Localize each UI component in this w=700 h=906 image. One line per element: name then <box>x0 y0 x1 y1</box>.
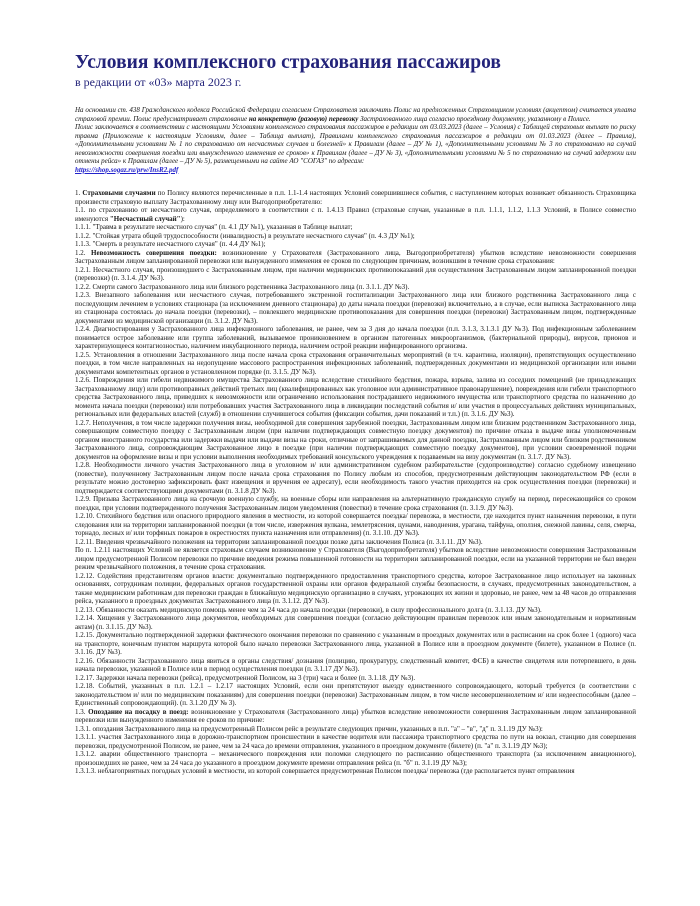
bold-text-run: Страховыми случаями <box>82 189 156 197</box>
text-run: 1.2.10. Стихийного бедствия или опасного природного явления в местности, из которой совершается поездка/ перевозка, в местности, где находится пункт назначения перевозки, в пути следования или на территории запланированной поездки (в том числе, извержения вулкана, землетрясения, цунами, наводнения, урагана, тайфуна, оползня, снежной лавины, селя, смерча, торнадо, лесных и/ или торфяных пожаров в окрестностях пункта назначения или отправления) (п. 3.1.10. ДУ №3). <box>75 512 636 537</box>
paragraph <box>75 614 636 631</box>
text-run: На основании ст. 438 Гражданского кодекса Российской Федерации согласием Страхователя заключить Полис на предложенных Страховщиком условиях (акцептом) считается уплата страховой премии. Полис предусматривает страхование <box>75 106 636 123</box>
text-run: 1.2.8. Необходимости личного участия Застрахованного лица в уголовном и/ или административном судебном разбирательстве (судопроизводстве) согласно судебному извещению (повестке), полученному Застрахованным лицом после начала срока страхования по Полису любым из способов, предусмотренным действующим законодательством РФ (если в результате можно достоверно зафиксировать факт извещения и вручения ее адресату), если необходимость такого участия приходится на срок осуществления поездки (перевозки) и подтверждается соответствующими документами (п. 3.1.8 ДУ №3). <box>75 461 636 495</box>
paragraph <box>75 674 636 683</box>
paragraph <box>75 708 636 725</box>
paragraph <box>75 657 636 674</box>
text-run: Застрахованного лица согласно проездному документу, указанному в Полисе. <box>358 114 591 123</box>
text-run: 1.2.3. Внезапного заболевания или несчастного случая, потребовавшего экстренной госпитализации Застрахованного лица или близкого родственника Застрахованного лица с последующим лечением в условиях стационара (за исключением дневного стационара) до даты начала поездки (перевозки) включительно, а в случае, если выписка Застрахованного лица из стационара состоялась до начала поездки (перевозки), – повлекшего медицинские противопоказания для совершения поездки (перевозки) Застрахованным лицом, подтвержденные документами из медицинской организации (п. 3.1.2. ДУ №3). <box>75 291 636 325</box>
paragraph <box>75 266 636 283</box>
paragraph <box>75 572 636 606</box>
paragraph <box>75 106 636 123</box>
text-run: 1.2. <box>75 248 92 257</box>
text-run: возникновение у Страхователя (Застрахованного лица) убытков вследствие невозможности совершения Застрахованным лицом запланированной перевозки или вынужденного изменения ее сроков по причине: <box>75 707 637 724</box>
text-run: 1.3.1.3. неблагоприятных погодных условий в местности, из которой совершается предусмотренная Полисом поездка/ перевозка (где располагается пункт отправления <box>75 767 575 775</box>
text-run: по Полису являются перечисленные в п.п. 1.1-1.4 настоящих Условий совершившиеся события, с наступлением которых возникает обязанность Страховщика произвести страховую выплату Застрахованному лицу или Выгодоприобретателю: <box>75 189 636 206</box>
text-run: 1.2.17. Задержки начала перевозки (рейса), предусмотренной Полисом, на 3 (три) часа и более (п. 3.1.18. ДУ №3). <box>75 673 416 682</box>
text-run: 1.2.5. Установления в отношении Застрахованного лица после начала срока страхования ограничительных мероприятий (в т.ч. карантина, изоляции), препятствующих осуществлению поездки, в том числе направленных на недопущение массового распространения инфекционных заболеваний, подтвержденных документами из медицинской организации или иными документами компетентных органов в установленном порядке (п. 3.1.5. ДУ №3). <box>75 350 636 376</box>
text-run: 1.1.1. "Травма в результате несчастного случая" (п. 4.1 ДУ №1), указанная в Таблице выплат; <box>75 223 353 231</box>
text-run: 1.2.15. Документально подтвержденной задержки фактического окончания перевозки по сравнению с указанным в проездных документах или в расписании на срок более 1 (одного) часа на транспорте, конечным пунктом маршрута которой было начало перевозки Застрахованного лица, указанной в Полисе или в проездном документе (билете), указанном в Полисе (п. 3.1.16. ДУ №3). <box>75 631 636 656</box>
paragraph <box>75 223 636 232</box>
paragraph <box>75 249 636 266</box>
text-run: 1.2.1. Несчастного случая, произошедшего с Застрахованным лицом, при наличии медицинских противопоказаний для осуществления Застрахованным лицом запланированной поездки (перевозки) (п. 3.1.4. ДУ №3). <box>75 265 636 282</box>
paragraph <box>75 606 636 615</box>
paragraph <box>75 123 636 166</box>
text-run: 1.2.14. Хищения у Застрахованного лица документов, необходимых для совершения поездки (согласно действующим правилам перевозок или иным законодательным и нормативным актам) (п. 3.1.15. ДУ №3). <box>75 614 636 631</box>
text-run: 1.1.2. "Стойкая утрата общей трудоспособности (инвалидность) в результате несчастного случая" (п. 4.3 ДУ №1); <box>75 231 415 240</box>
bold-text-run: Опоздание на посадку в поезд: <box>88 707 189 716</box>
paragraph <box>75 232 636 241</box>
conditions-section <box>75 189 636 776</box>
paragraph <box>75 725 636 734</box>
text-run: По п. 1.2.11 настоящих Условий не является страховым случаем возникновение у Страхователя (Выгодоприобретателя) убытков вследствие невозможности совершения Застрахованным лицом предусмотренной Полисом перевозки по причине введения режима повышенной готовности на территории запланированной поездки, если на указанной территории не был введен режим чрезвычайного положения, в течение срока страхования. <box>75 546 636 571</box>
text-run: 1.2.12. Содействия представителям органов власти: документально подтвержденного предоставления транспортного средства, которое Застрахованное лицо использует на законных основаниях, сотрудникам полиции, федеральных органов государственной охраны или органов федеральной службы безопасности, в случаях, предусмотренных законодательством, а также медицинским работникам для перевозки граждан в ближайшую медицинскую организацию в случаях, угрожающих их жизни и здоровью, не ранее, чем за 48 часов до отправления рейса, указанного в проездных документах Застрахованного лица (п. 3.1.12. ДУ №3). <box>75 571 636 605</box>
paragraph <box>75 206 636 223</box>
text-run: 1.2.7. Неполучения, в том числе задержки получения визы, необходимой для совершения зарубежной поездки, Застрахованным лицом или близким родственником Застрахованного лица, совершающим совместную поездку с Застрахованным лицом (при наличии подтверждающих совместную поездку документов) по причине отказа в выдаче визы уполномоченным органом иностранного государства или задержки выдачи или выдачи визы на сроки, отличные от запрашиваемых для данной поездки, Застрахованным лицом или близким родственником Застрахованного лица, сопровождающим Застрахованное лицо в поездке (при наличии подтверждающих совместную поездку документов), при условии своевременной подачи документов на оформление визы и при условии выполнения необходимых требований консульского учреждения к подаваемым на визу документам (п. 3.1.7. ДУ №3). <box>75 418 636 461</box>
paragraph <box>75 495 636 512</box>
text-run: ): <box>180 214 185 223</box>
paragraph <box>75 546 636 572</box>
bold-text-run: Невозможность совершения поездки: <box>91 248 217 257</box>
paragraph <box>75 283 636 292</box>
paragraph <box>75 733 636 750</box>
paragraph <box>75 419 636 462</box>
text-run: 1.1. по страхованию от несчастного случая, определяемого в соответствии с п. 1.4.13 Правил (страховые случаи, указанные в п.п. 1.1.1, 1.1.2, 1.1.3 Условий, в Полисе совместно именуются <box>75 206 636 223</box>
text-run: 1.1.3. "Смерть в результате несчастного случая" (п. 4.4 ДУ №1); <box>75 240 266 248</box>
paragraph <box>75 461 636 495</box>
paragraph <box>75 512 636 538</box>
text-run: 1.2.6. Повреждения или гибели недвижимого имущества Застрахованного лица вследствие стихийного бедствия, пожара, взрыва, залива из соседних помещений (не принадлежащих Застрахованному лицу) или противоправных действий третьих лиц (квалифицированных как уголовное или административное правонарушение), повреждения или гибели транспортного средства Застрахованного лица, приведших к невозможности или ограничению использования пострадавшего недвижимого имущества или транспортного средства по назначению до момента начала поездки (перевозки) или потребовавших участия Застрахованного лица в ликвидации последствий события и/ или участия в процессуальных действиях муниципальных, региональных или федеральных властей (служб) в отношении случившегося события (фиксации события, дачи показаний и т.п.) (п. 3.1.6. ДУ №3). <box>75 376 636 418</box>
text-run: 1.2.16. Обязанности Застрахованного лица явиться в органы следствия/ дознания (полицию, прокуратуру, следственный комитет, ФСБ) в качестве свидетеля или потерпевшего, в день начала перевозки, указанной в Полисе или в период осуществления поездки (п. 3.1.17 ДУ №3). <box>75 656 636 673</box>
paragraph <box>75 750 636 767</box>
paragraph <box>75 538 636 547</box>
paragraph <box>75 767 636 776</box>
paragraph <box>75 376 636 419</box>
text-run: 1.2.4. Диагностирования у Застрахованного лица инфекционного заболевания, не ранее, чем за 3 дня до начала поездки (п.п. 3.1.3, 3.1.3.1 ДУ №3). Под инфекционным заболеванием понимается острое заболевание или группа заболеваний, вызываемое проникновением в организм патогенных микроорганизмов, (бактериальной природы), вирусов, прионов и характеризующееся контагиозностью, наличием инкубационного периода, наличием острой реакции инфицированного организма. <box>75 325 636 350</box>
paragraph <box>75 291 636 325</box>
text-run: 1.2.11. Введения чрезвычайного положения на территории запланированной поездки позже даты заключения Полиса (п. 3.1.11. ДУ №3). <box>75 537 483 546</box>
paragraph <box>75 325 636 351</box>
bold-text-run: "Несчастный случай" <box>109 214 181 223</box>
text-run: 1.3. <box>75 707 89 716</box>
document-subtitle: в редакции от «03» марта 2023 г. <box>75 75 242 89</box>
document-hyperlink[interactable]: https://shop.sogaz.ru/prw/InsR2.pdf <box>75 165 179 174</box>
bold-text-run: на конкретную (разовую) перевозку <box>248 114 359 123</box>
text-run: 1.3.1. опоздания Застрахованного лица на предусмотренный Полисом рейс в результате следующих причин, указанных в п.п. "а" – "в", "д" п. 3.1.19 ДУ №3): <box>75 724 543 733</box>
paragraph <box>75 189 636 206</box>
text-run: 1.2.13. Обязанности оказать медицинскую помощь менее чем за 24 часа до начала поездки (перевозки), в силу профессионального долга (п. 3.1.13. ДУ №3). <box>75 605 542 614</box>
text-run: 1.2.18. Событий, указанных в п.п. 1.2.1 – 1.2.17 настоящих Условий, если они препятствуют выезду единственного сопровождающего, который требуется (в соответствии с законодательством и/ или по медицинским показаниям) для совершения поездки (перевозки) Застрахованным лицом, в том числе несовершеннолетним и/ или недееспособным (далее – Единственный сопровождающий). (п. 3.1.20 ДУ № 3). <box>75 682 636 707</box>
text-run: 1.2.9. Призыва Застрахованного лица на срочную военную службу, на военные сборы или направления на альтернативную гражданскую службу на период, пересекающийся со сроком поездки, при условии подтвержденного получения Застрахованным лицом уведомления (повестки) в течение срока страхования (п. 3.1.9. ДУ №3). <box>75 495 636 512</box>
text-run: 1.3.1.2. аварии общественного транспорта – механического повреждения или поломки следующего по расписанию общественного транспорта (за исключением авиационного), произошедших не ранее, чем за 24 часа до указанного в проездном документе времени отправления рейса (п. "б" п. 3.1.19 ДУ №3); <box>75 750 636 767</box>
link-line <box>75 166 636 175</box>
text-run: 1.2.2. Смерти самого Застрахованного лица или близкого родственника Застрахованного лица (п. 3.1.1. ДУ №3). <box>75 282 410 291</box>
paragraph <box>75 240 636 249</box>
text-run: Полис заключается в соответствии с настоящими Условиями комплексного страхования пассажиров в редакции от 03.03.2023 (далее – Условия) с Таблицей страховых выплат по риску травма (Приложение к настоящим Условиям, далее – Таблица выплат), Правилами комплексного страхования пассажиров в редакции от 01.03.2023 (далее – Правила), «Дополнительными условиями № 1 по страхованию от несчастных случаев и болезней» к Правилам (далее – ДУ № 1), «Дополнительными условиями № 3 по страхованию на случай невозможности совершения поездки или вынужденного изменения ее сроков» к Правилам (далее – ДУ № 3), «Дополнительными условиями № 5 по страхованию на случай задержки или отмены рейса» к Правилам (далее – ДУ № 5), размещенными на сайте АО "СОГАЗ" по адресам: <box>75 123 636 165</box>
paragraph <box>75 682 636 708</box>
preamble-section <box>75 106 636 166</box>
paragraph <box>75 351 636 377</box>
text-run: 1.3.1.1. участия Застрахованного лица в дорожно-транспортном происшествии в качестве водителя или пассажира транспортного средства по пути на вокзал, станцию для совершения перевозки, предусмотренной Полисом, не ранее, чем за 24 часа до времени отправления, указанного в проездном документе (билете) (п. "а" п. 3.1.19 ДУ №3); <box>75 733 636 750</box>
text-run: возникновение у Страхователя (Застрахованного лица, Выгодоприобретателя) убытков вследствие невозможности совершения Застрахованным лицом запланированной перевозки или вынужденного изменения ее сроков по следующим причинам, возникшим в течение срока страхования: <box>75 248 636 265</box>
document-title: Условия комплексного страхования пассажиров <box>75 52 501 73</box>
text-run: 1. <box>75 189 83 197</box>
paragraph <box>75 631 636 657</box>
